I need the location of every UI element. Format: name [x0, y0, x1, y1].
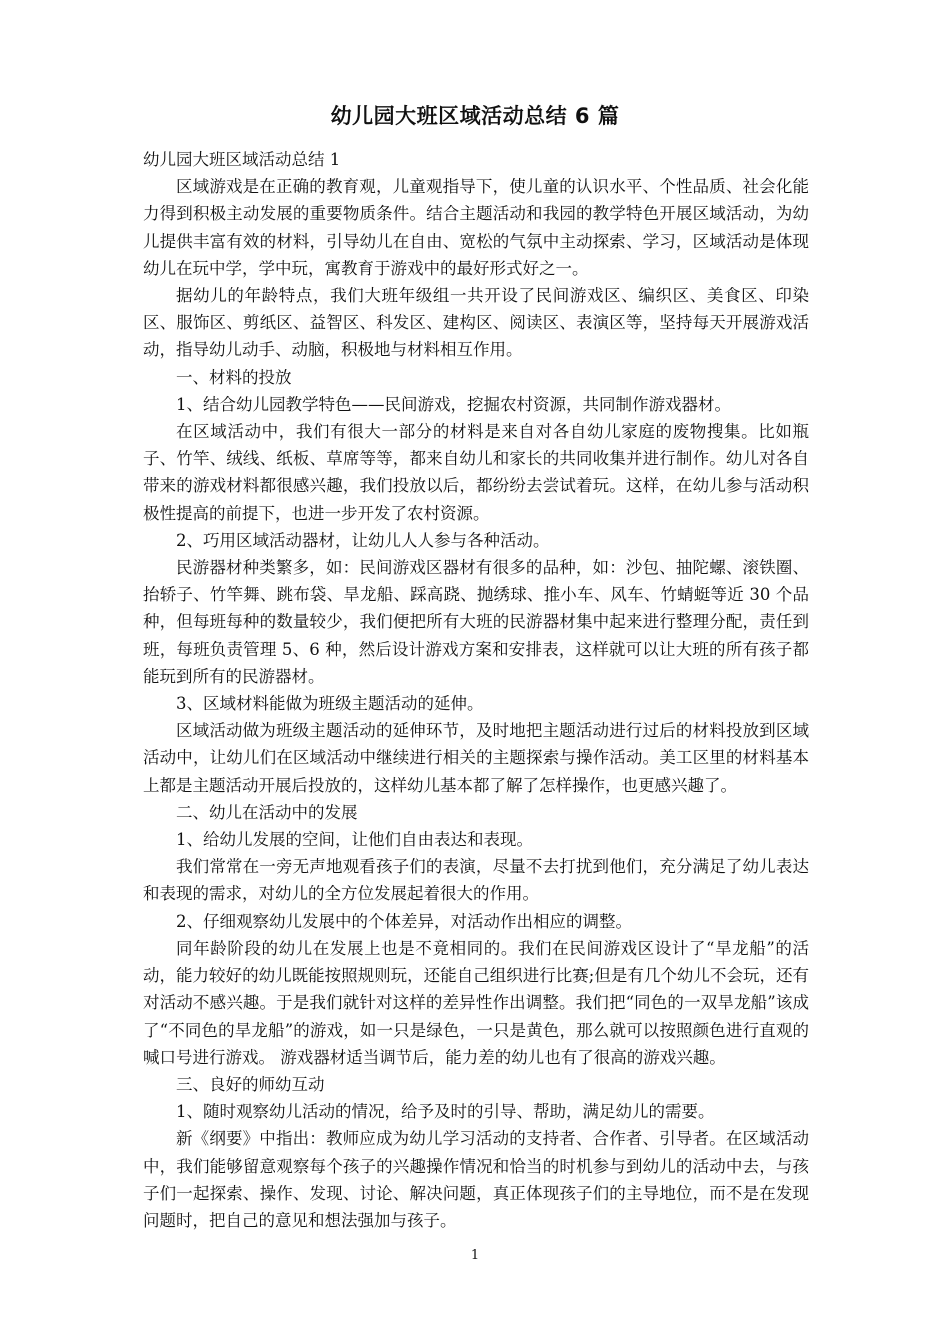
paragraph: 2、仔细观察幼儿发展中的个体差异，对活动作出相应的调整。 — [176, 911, 632, 931]
paragraph: 1、随时观察幼儿活动的情况，给予及时的引导、帮助，满足幼儿的需要。 — [176, 1102, 715, 1122]
subheading: 一、材料的投放 — [176, 367, 292, 387]
subheading: 三、良好的师幼互动 — [176, 1074, 325, 1094]
section-heading: 幼儿园大班区域活动总结 1 — [143, 150, 341, 169]
paragraph: 区域游戏是在正确的教育观，儿童观指导下，使儿童的认识水平、个性品质、社会化能力得到积极主动发展的重要物质条件。结合主题活动和我园的教学特色开展区域活动，为幼儿提供丰富有效的材料，引导幼儿在自由、宽松的气氛中主动探索、学习，区域活动是体现幼儿在玩中学，学中玩，寓教育于游戏中的最好形式好之一。 — [143, 177, 809, 278]
paragraph: 在区域活动中，我们有很大一部分的材料是来自对各自幼儿家庭的废物搜集。比如瓶子、竹竿、绒线、纸板、草席等等，都来自幼儿和家长的共同收集并进行制作。幼儿对各自带来的游戏材料都很感兴趣，我们投放以后，都纷纷去尝试着玩。这样，在幼儿参与活动积极性提高的前提下，也进一步开发了农村资源。 — [143, 422, 809, 523]
document-body — [143, 146, 809, 1234]
subheading: 二、幼儿在活动中的发展 — [176, 802, 358, 822]
document-title: 幼儿园大班区域活动总结 6 篇 — [330, 104, 620, 128]
paragraph: 1、结合幼儿园教学特色——民间游戏，挖掘农村资源，共同制作游戏器材。 — [176, 394, 731, 414]
paragraph: 3、区域材料能做为班级主题活动的延伸。 — [176, 694, 484, 714]
paragraph: 民游器材种类繁多，如：民间游戏区器材有很多的品种，如：沙包、抽陀螺、滚铁圈、抬轿子、竹竿舞、跳布袋、旱龙船、踩高跷、抛绣球、推小车、风车、竹蜻蜓等近 30 个品种，但每班每种的数量较少，我们便把所有大班的民游器材集中起来进行整理分配，责任到班，每班负责管理 5、6 种，然后设计游戏方案和安排表，这样就可以让大班的所有孩子都能玩到所有的民游器材。 — [143, 558, 809, 686]
paragraph: 我们常常在一旁无声地观看孩子们的表演，尽量不去打扰到他们，充分满足了幼儿表达和表现的需求，对幼儿的全方位发展起着很大的作用。 — [143, 857, 809, 904]
paragraph: 同年龄阶段的幼儿在发展上也是不竟相同的。我们在民间游戏区设计了“旱龙船”的活动，能力较好的幼儿既能按照规则玩，还能自己组织进行比赛;但是有几个幼儿不会玩，还有对活动不感兴趣。于是我们就针对这样的差异性作出调整。我们把“同色的一双旱龙船”该成了“不同色的旱龙船”的游戏，如一只是绿色，一只是黄色，那么就可以按照颜色进行直观的喊口号进行游戏。 游戏器材适当调节后，能力差的幼儿也有了很高的游戏兴趣。 — [143, 938, 809, 1067]
paragraph: 新《纲要》中指出：教师应成为幼儿学习活动的支持者、合作者、引导者。在区域活动中，我们能够留意观察每个孩子的兴趣操作情况和恰当的时机参与到幼儿的活动中去，与孩子们一起探索、操作、发现、讨论、解决问题，真正体现孩子们的主导地位，而不是在发现问题时，把自己的意见和想法强加与孩子。 — [143, 1129, 809, 1230]
paragraph: 据幼儿的年龄特点，我们大班年级组一共开设了民间游戏区、编织区、美食区、印染区、服饰区、剪纸区、益智区、科发区、建构区、阅读区、表演区等，坚持每天开展游戏活动，指导幼儿动手、动脑，积极地与材料相互作用。 — [143, 286, 809, 360]
page-number: 1 — [470, 1248, 480, 1263]
paragraph: 1、给幼儿发展的空间，让他们自由表达和表现。 — [176, 830, 533, 850]
paragraph: 区域活动做为班级主题活动的延伸环节，及时地把主题活动进行过后的材料投放到区域活动中，让幼儿们在区域活动中继续进行相关的主题探索与操作活动。美工区里的材料基本上都是主题活动开展后投放的，这样幼儿基本都了解了怎样操作，也更感兴趣了。 — [143, 721, 809, 795]
paragraph: 2、巧用区域活动器材，让幼儿人人参与各种活动。 — [176, 530, 550, 550]
